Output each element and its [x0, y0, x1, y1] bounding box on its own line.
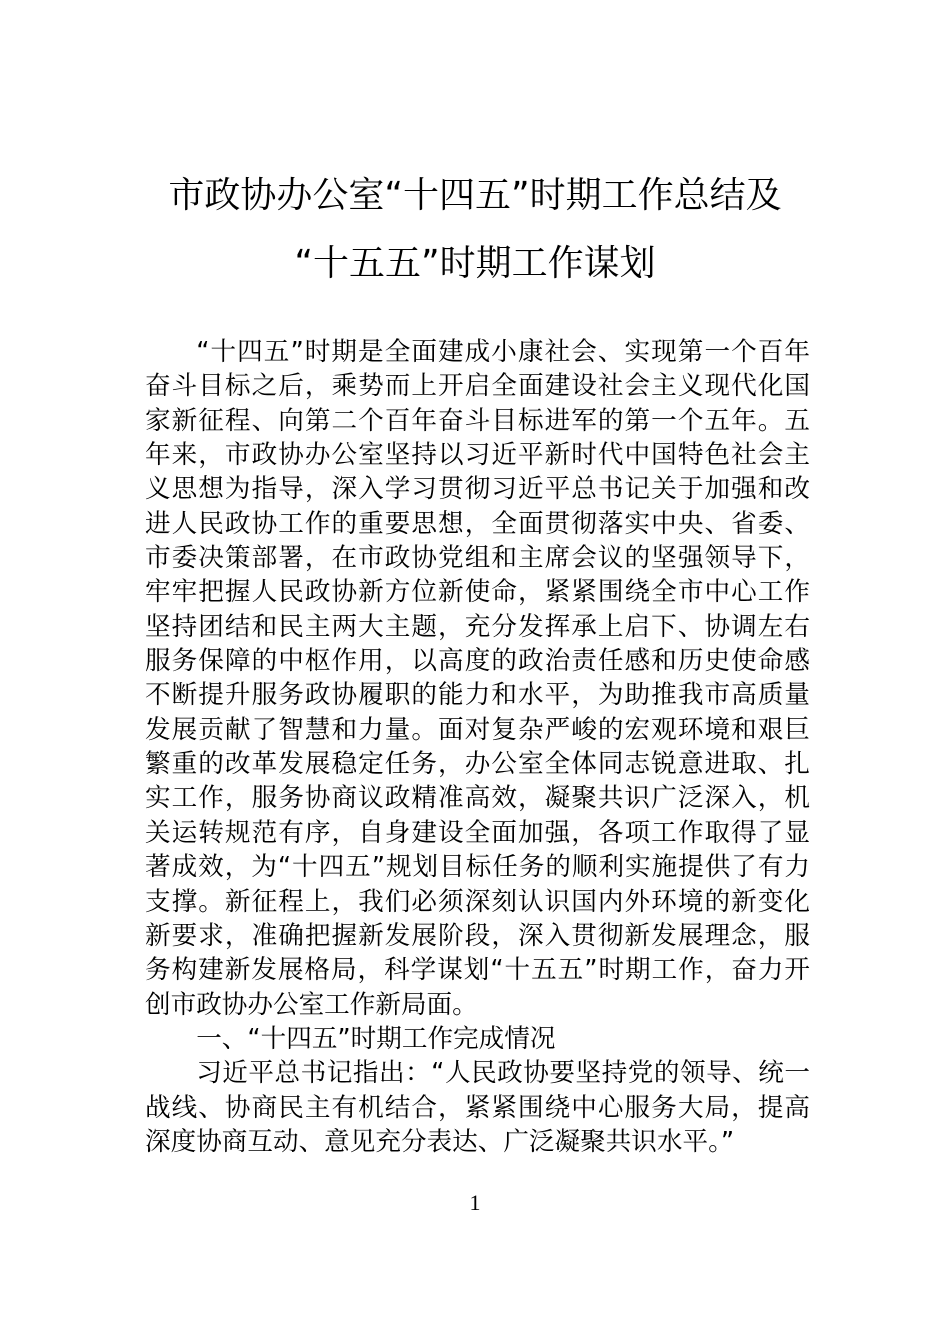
- document-body: [145, 335, 810, 1159]
- section-1-paragraph: 习近平总书记指出：“人民政协要坚持党的领导、统一战线、协商民主有机结合，紧紧围绕中心服务大局，提高深度协商互动、意见充分表达、广泛凝聚共识水平。”: [145, 1058, 810, 1157]
- intro-paragraph: “十四五”时期是全面建成小康社会、实现第一个百年奋斗目标之后，乘势而上开启全面建设社会主义现代化国家新征程、向第二个百年奋斗目标进军的第一个五年。五年来，市政协办公室坚持以习近平新时代中国特色社会主义思想为指导，深入学习贯彻习近平总书记关于加强和改进人民政协工作的重要思想，全面贯彻落实中央、省委、市委决策部署，在市政协党组和主席会议的坚强领导下，牢牢把握人民政协新方位新使命，紧紧围绕全市中心工作坚持团结和民主两大主题，充分发挥承上启下、协调左右服务保障的中枢作用，以高度的政治责任感和历史使命感不断提升服务政协履职的能力和水平，为助推我市高质量发展贡献了智慧和力量。面对复杂严峻的宏观环境和艰巨繁重的改革发展稳定任务，办公室全体同志锐意进取、扎实工作，服务协商议政精准高效，凝聚共识广泛深入，机关运转规范有序，自身建设全面加强，各项工作取得了显著成效，为“十四五”规划目标任务的顺利实施提供了有力支撑。新征程上，我们必须深刻认识国内外环境的新变化新要求，准确把握新发展阶段，深入贯彻新发展理念，服务构建新发展格局，科学谋划“十五五”时期工作，奋力开创市政协办公室工作新局面。: [145, 337, 810, 1020]
- page-number: 1: [469, 1190, 481, 1215]
- section-heading-1: 一、“十四五”时期工作完成情况: [196, 1023, 556, 1054]
- document-title-line-1: 市政协办公室“十四五”时期工作总结及: [168, 175, 782, 216]
- document-title-line-2: “十五五”时期工作谋划: [294, 243, 656, 284]
